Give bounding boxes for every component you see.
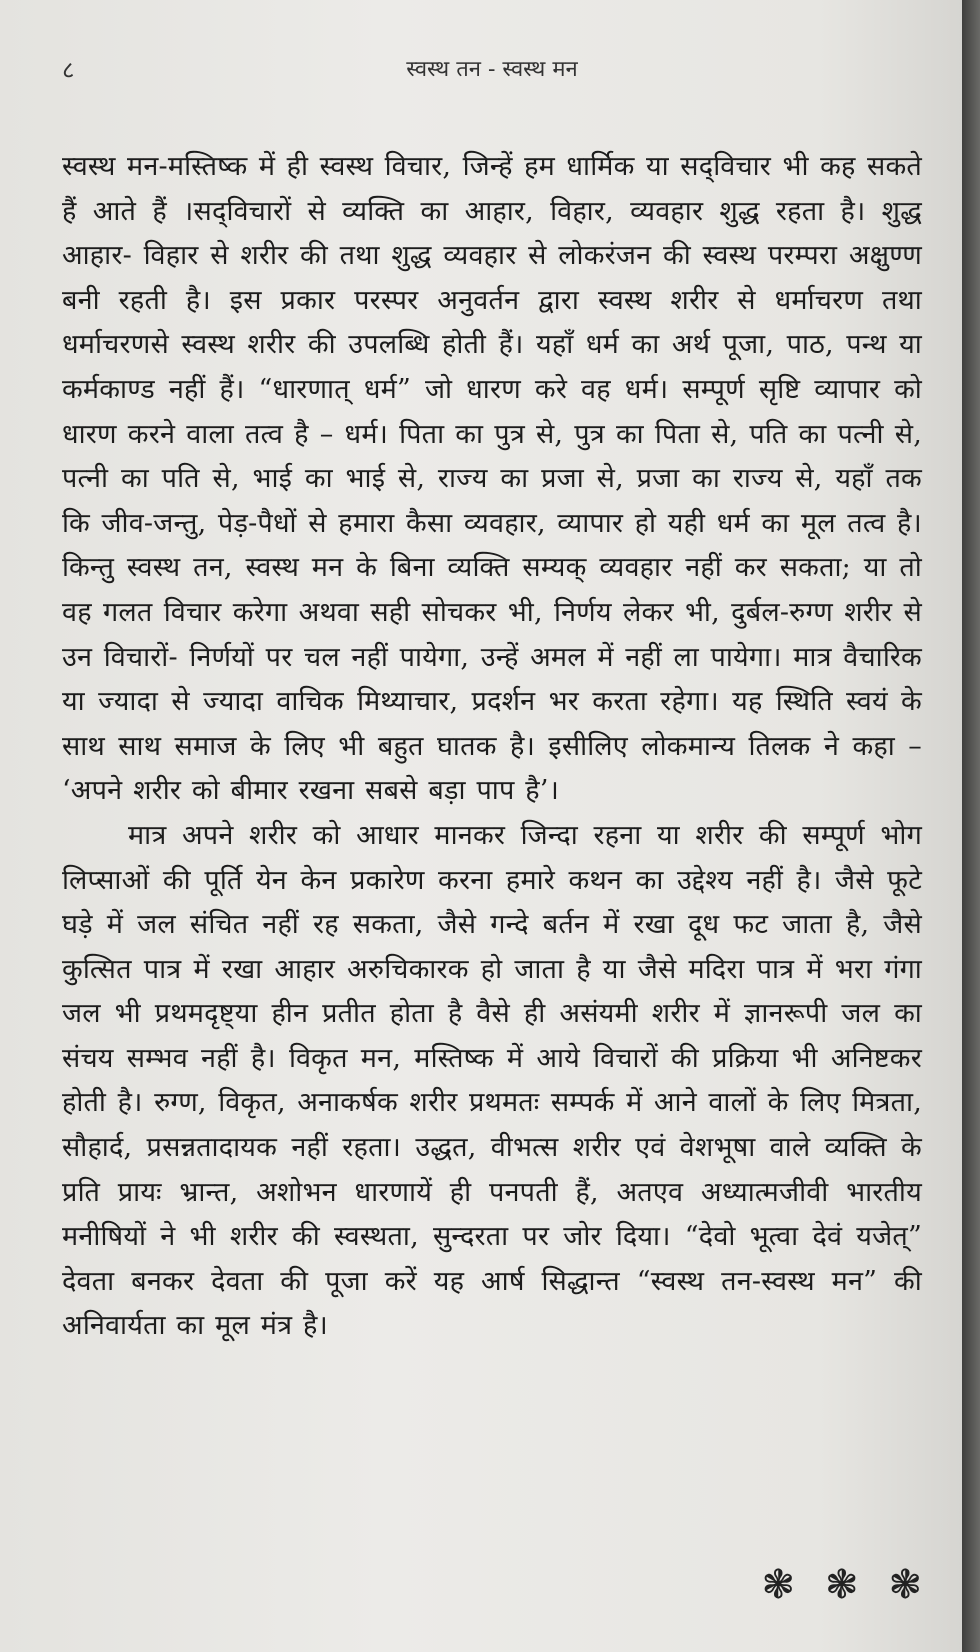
body-text — [62, 145, 922, 1349]
flower-ornament-icon: ❃ — [824, 1562, 859, 1608]
page-header — [62, 45, 922, 85]
paragraph-1: स्वस्थ मन-मस्तिष्क में ही स्वस्थ विचार, जिन्हें हम धार्मिक या सद्‌विचार भी कह सकते हैं आते हैं ।सद्‌विचारों से व्यक्ति का आहार, विहार, व्यवहार शुद्ध रहता है। शुद्ध आहार- विहार से शरीर की तथा शुद्ध व्यवहार से लोकरंजन की स्वस्थ परम्परा अक्षुण्ण बनी रहती है। इस प्रकार परस्पर अनुवर्तन द्वारा स्वस्थ शरीर से धर्माचरण तथा धर्माचरणसे स्वस्थ शरीर की उपलब्धि होती हैं। यहाँ धर्म का अर्थ पूजा, पाठ, पन्थ या कर्मकाण्ड नहीं हैं। “धारणात् धर्म” जो धारण करे वह धर्म। सम्पूर्ण सृष्टि व्यापार को धारण करने वाला तत्व है – धर्म। पिता का पुत्र से, पुत्र का पिता से, पति का पत्नी से, पत्नी का पति से, भाई का भाई से, राज्य का प्रजा से, प्रजा का राज्य से, यहाँ तक कि जीव-जन्तु, पेड़-पैधों से हमारा कैसा व्यवहार, व्यापार हो यही धर्म का मूल तत्व है। किन्तु स्वस्थ तन, स्वस्थ मन के बिना व्यक्ति सम्यक् व्यवहार नहीं कर सकता; या तो वह गलत विचार करेगा अथवा सही सोचकर भी, निर्णय लेकर भी, दुर्बल-रुग्ण शरीर से उन विचारों- निर्णयों पर चल नहीं पायेगा, उन्हें अमल में नहीं ला पायेगा। मात्र वैचारिक या ज्यादा से ज्यादा वाचिक मिथ्याचार, प्रदर्शन भर करता रहेगा। यह स्थिति स्वयं के साथ साथ समाज के लिए भी बहुत घातक है। इसीलिए लोकमान्य तिलक ने कहा – ‘अपने शरीर को बीमार रखना सबसे बड़ा पाप है’। — [62, 151, 922, 807]
section-end-ornaments — [761, 1562, 922, 1608]
paragraph-2: मात्र अपने शरीर को आधार मानकर जिन्दा रहना या शरीर की सम्पूर्ण भोग लिप्साओं की पूर्ति येन केन प्रकारेण करना हमारे कथन का उद्देश्य नहीं है। जैसे फूटे घड़े में जल संचित नहीं रह सकता, जैसे गन्दे बर्तन में रखा दूध फट जाता है, जैसे कुत्सित पात्र में रखा आहार अरुचिकारक हो जाता है या जैसे मदिरा पात्र में भरा गंगा जल भी प्रथमदृष्ट्या हीन प्रतीत होता है वैसे ही असंयमी शरीर में ज्ञानरूपी जल का संचय सम्भव नहीं है। विकृत मन, मस्तिष्क में आये विचारों की प्रक्रिया भी अनिष्टकर होती है। रुग्ण, विकृत, अनाकर्षक शरीर प्रथमतः सम्पर्क में आने वालों के लिए मित्रता, सौहार्द, प्रसन्नतादायक नहीं रहता। उद्धत, वीभत्स शरीर एवं वेशभूषा वाले व्यक्ति के प्रति प्रायः भ्रान्त, अशोभन धारणायें ही पनपती हैं, अतएव अध्यात्मजीवी भारतीय मनीषियों ने भी शरीर की स्वस्थता, सुन्दरता पर जोर दिया। “देवो भूत्वा देवं यजेत्” देवता बनकर देवता की पूजा करें यह आर्ष सिद्धान्त “स्वस्थ तन-स्वस्थ मन” की अनिवार्यता का मूल मंत्र है। — [62, 819, 922, 1342]
flower-ornament-icon: ❃ — [761, 1562, 795, 1608]
page-edge-shadow — [962, 0, 980, 1652]
flower-ornament-icon: ❃ — [888, 1562, 922, 1608]
running-title: स्वस्थ तन - स्वस्थ मन — [406, 57, 578, 82]
page-number: ८ — [62, 56, 75, 84]
